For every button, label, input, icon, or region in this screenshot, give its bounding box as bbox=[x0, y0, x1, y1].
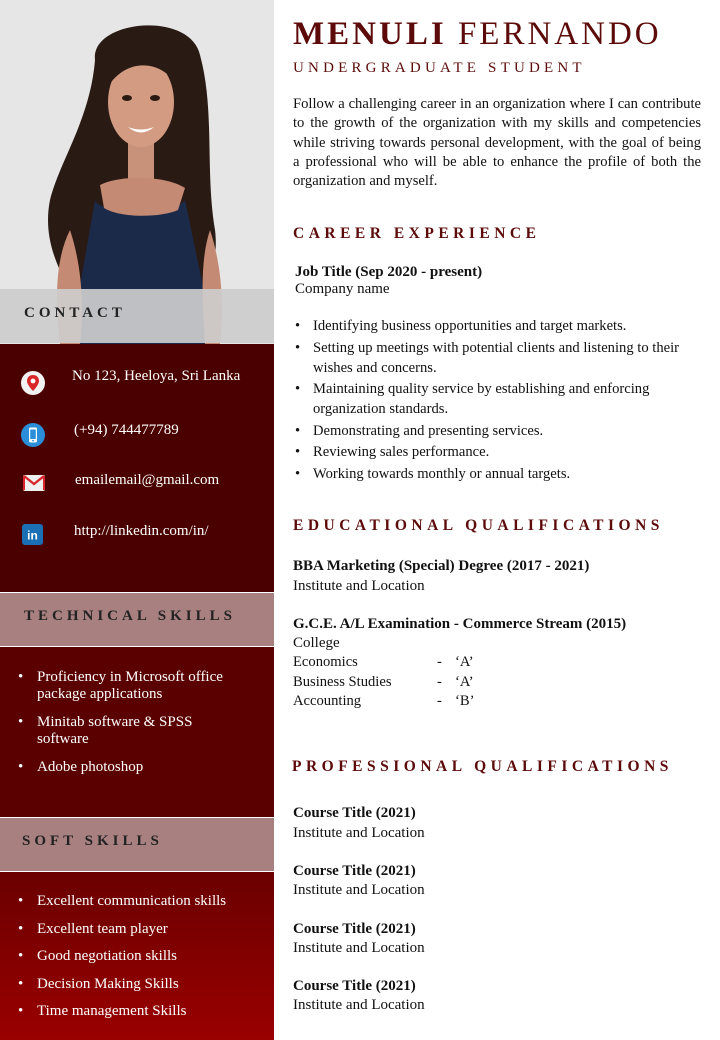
technical-skills-heading-bar bbox=[0, 593, 274, 646]
result-dash: - bbox=[437, 693, 442, 709]
linkedin-text[interactable]: http://linkedin.com/in/ bbox=[74, 523, 209, 539]
al-school: College bbox=[293, 635, 340, 651]
course-title: Course Title (2021) bbox=[293, 921, 416, 937]
course-title: Course Title (2021) bbox=[293, 978, 416, 994]
course-institute: Institute and Location bbox=[293, 997, 425, 1013]
email-icon bbox=[22, 473, 46, 493]
email-text[interactable]: emailemail@gmail.com bbox=[75, 472, 220, 488]
last-name: FERNANDO bbox=[457, 16, 662, 52]
phone-icon bbox=[20, 422, 46, 448]
contact-address bbox=[0, 366, 274, 400]
left-sidebar bbox=[0, 0, 274, 1040]
address-text: No 123, Heeloya, Sri Lanka bbox=[72, 368, 241, 384]
result-grade: ‘A’ bbox=[455, 654, 474, 670]
job-duty-item: • Demonstrating and presenting services. bbox=[295, 421, 685, 441]
soft-skills-heading-bar bbox=[0, 818, 274, 871]
technical-skill-item: • Adobe photoshop bbox=[18, 759, 258, 776]
career-objective: Follow a challenging career in an organization where I can contribute to the growth of the organization with my skills and competencies while striving towards personal development, with the goal of being a professional who will be able to enhance the profile of both the organization and myself. bbox=[293, 96, 701, 190]
job-duties-list bbox=[295, 316, 685, 485]
result-subject: Economics bbox=[293, 654, 358, 670]
technical-skills-list bbox=[18, 669, 258, 776]
education-heading: EDUCATIONAL QUALIFICATIONS bbox=[293, 517, 664, 534]
technical-skills-heading: TECHNICAL SKILLS bbox=[24, 608, 236, 624]
degree-institute: Institute and Location bbox=[293, 578, 425, 594]
contact-heading: CONTACT bbox=[24, 305, 126, 321]
soft-skills-section bbox=[0, 872, 274, 1040]
technical-skill-item: • Proficiency in Microsoft office package applications bbox=[18, 669, 258, 703]
result-grade: ‘A’ bbox=[455, 674, 474, 690]
full-name bbox=[293, 16, 662, 53]
result-dash: - bbox=[437, 674, 442, 690]
job-title: Job Title (Sep 2020 - present) bbox=[295, 264, 483, 280]
course-title: Course Title (2021) bbox=[293, 863, 416, 879]
linkedin-icon bbox=[22, 524, 43, 545]
result-dash: - bbox=[437, 654, 442, 670]
first-name: MENULI bbox=[293, 16, 447, 52]
course-institute: Institute and Location bbox=[293, 825, 425, 841]
course-institute: Institute and Location bbox=[293, 882, 425, 898]
contact-heading-bar bbox=[0, 289, 274, 343]
job-duty-item: • Maintaining quality service by establishing and enforcing organization standards. bbox=[295, 379, 685, 419]
result-subject: Accounting bbox=[293, 693, 362, 709]
result-subject: Business Studies bbox=[293, 674, 392, 690]
location-pin-icon bbox=[20, 370, 46, 396]
soft-skill-item: • Excellent communication skills bbox=[18, 893, 258, 910]
soft-skills-list bbox=[18, 893, 258, 1020]
contact-section bbox=[0, 344, 274, 592]
soft-skill-item: • Excellent team player bbox=[18, 921, 258, 938]
degree-title: BBA Marketing (Special) Degree (2017 - 2021) bbox=[293, 558, 590, 574]
job-duty-item: • Working towards monthly or annual targets. bbox=[295, 464, 685, 484]
contact-email bbox=[0, 470, 274, 504]
job-duty-item: • Reviewing sales performance. bbox=[295, 442, 685, 462]
job-duty-item: • Setting up meetings with potential clients and listening to their wishes and concerns. bbox=[295, 338, 685, 378]
svg-text:in: in bbox=[27, 528, 38, 543]
company-name: Company name bbox=[295, 281, 390, 297]
soft-skill-item: • Decision Making Skills bbox=[18, 976, 258, 993]
technical-skills-section bbox=[0, 647, 274, 817]
soft-skills-heading: SOFT SKILLS bbox=[22, 833, 163, 849]
career-experience-heading: CAREER EXPERIENCE bbox=[293, 225, 541, 242]
job-subtitle: UNDERGRADUATE STUDENT bbox=[293, 60, 586, 76]
phone-text: (+94) 744477789 bbox=[74, 422, 179, 438]
al-title: G.C.E. A/L Examination - Commerce Stream (2015) bbox=[293, 616, 627, 632]
professional-heading: PROFESSIONAL QUALIFICATIONS bbox=[292, 758, 673, 775]
technical-skill-item: • Minitab software & SPSS software bbox=[18, 714, 218, 748]
job-duty-item: • Identifying business opportunities and target markets. bbox=[295, 316, 685, 336]
contact-phone bbox=[0, 420, 274, 454]
course-institute: Institute and Location bbox=[293, 940, 425, 956]
soft-skill-item: • Time management Skills bbox=[18, 1003, 258, 1020]
soft-skill-item: • Good negotiation skills bbox=[18, 948, 258, 965]
course-title: Course Title (2021) bbox=[293, 805, 416, 821]
result-grade: ‘B’ bbox=[455, 693, 475, 709]
contact-linkedin bbox=[0, 520, 274, 554]
